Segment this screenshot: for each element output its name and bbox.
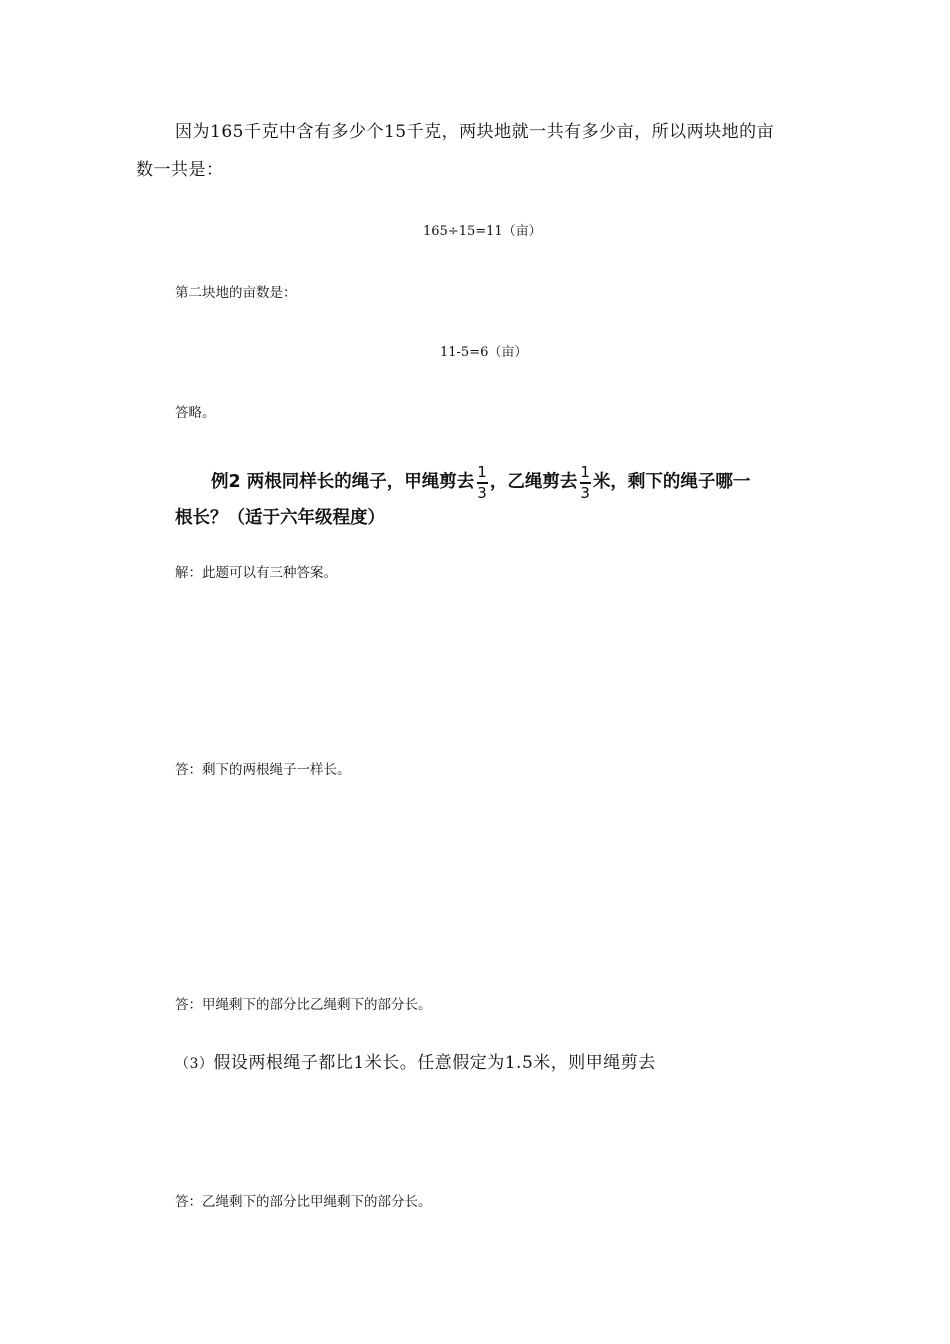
fraction-denominator: 3 xyxy=(580,483,590,502)
example-2-text-b: ，乙绳剪去 xyxy=(489,472,578,493)
example-2-line-1 xyxy=(175,462,750,504)
second-plot-heading: 第二块地的亩数是： xyxy=(175,285,297,301)
paragraph-line-1: 因为165千克中含有多少个15千克，两块地就一共有多少亩，所以两块地的亩 xyxy=(175,122,775,142)
example-2-problem xyxy=(175,462,750,528)
answer-omitted: 答略。 xyxy=(175,405,216,421)
fraction-one-third-b xyxy=(579,465,591,500)
fraction-one-third-a xyxy=(476,465,488,500)
answer-case-2: 答：甲绳剩下的部分比乙绳剩下的部分长。 xyxy=(175,997,432,1013)
equation-total-mu: 165÷15=11（亩） xyxy=(423,224,542,239)
paragraph-line-2: 数一共是： xyxy=(136,160,224,180)
example-2-text-a: 例2 两根同样长的绳子，甲绳剪去 xyxy=(211,472,475,493)
case-3-text: 假设两根绳子都比1米长。任意假定为1.5米，则甲绳剪去 xyxy=(213,1053,656,1073)
fraction-numerator: 1 xyxy=(477,463,487,482)
example-2-line-2: 根长？（适于六年级程度） xyxy=(175,508,385,528)
case-3-statement xyxy=(175,1055,656,1072)
answer-case-1: 答：剩下的两根绳子一样长。 xyxy=(175,762,351,778)
solution-intro: 解：此题可以有三种答案。 xyxy=(175,565,337,581)
equation-second-plot: 11-5=6（亩） xyxy=(440,345,528,360)
answer-case-3: 答：乙绳剩下的部分比甲绳剩下的部分长。 xyxy=(175,1194,432,1210)
case-3-number: （3） xyxy=(175,1056,214,1072)
fraction-numerator: 1 xyxy=(580,463,590,482)
fraction-denominator: 3 xyxy=(477,483,487,502)
example-2-text-c: 米，剩下的绳子哪一 xyxy=(592,472,751,493)
